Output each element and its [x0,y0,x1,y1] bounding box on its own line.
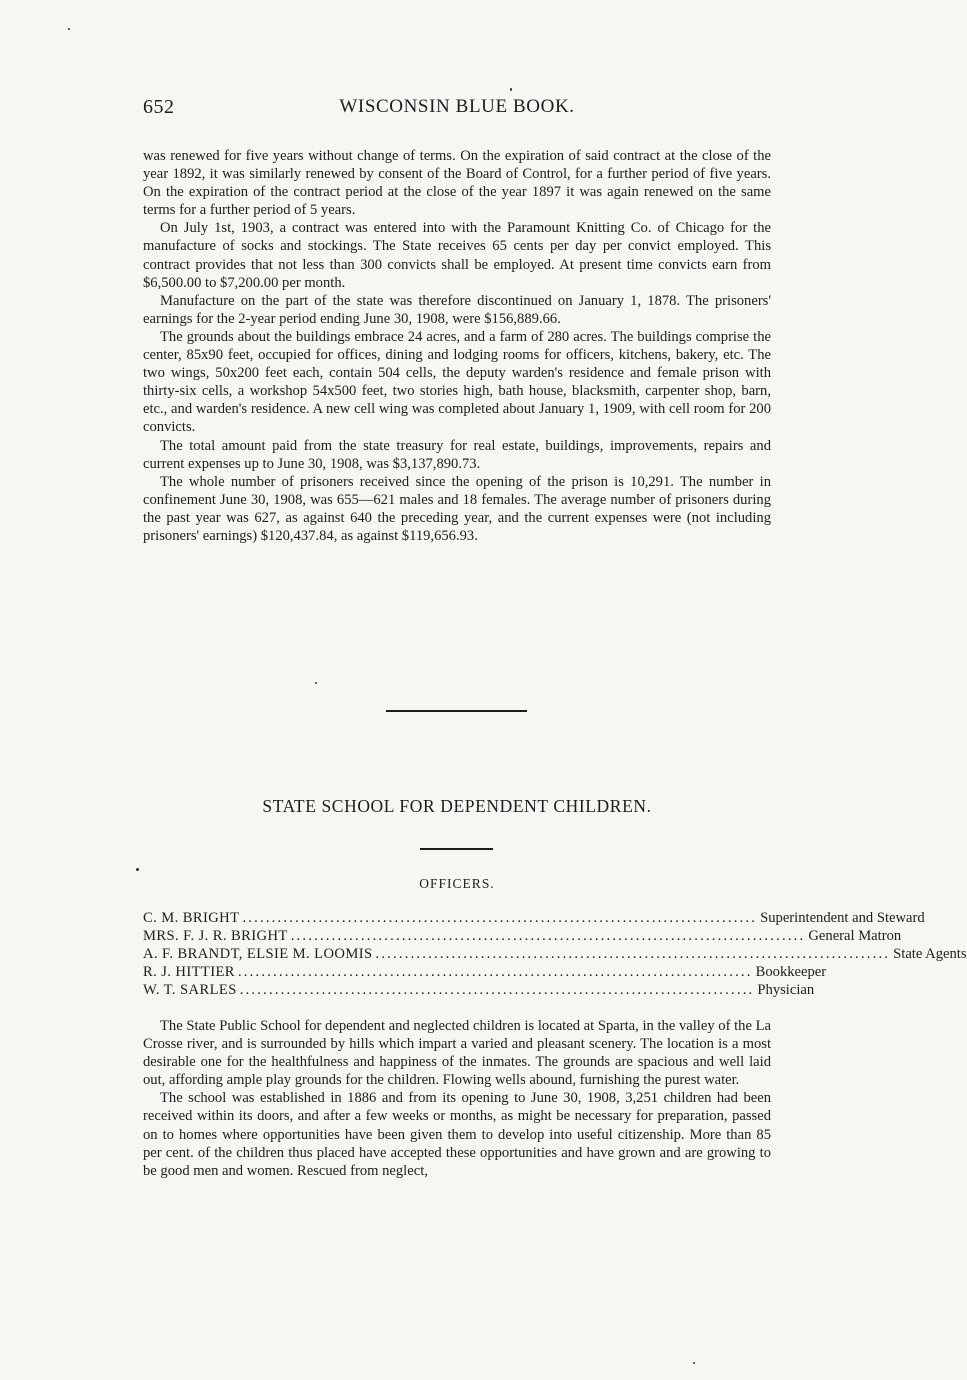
prison-section-text [143,147,771,545]
officer-row [143,945,967,963]
officers-heading: OFFICERS. [419,876,495,891]
officer-role: State Agents [893,946,967,963]
scan-speck [68,28,70,30]
dot-leader: ........................................................................................ [242,910,758,926]
dot-leader: ........................................................................................ [290,928,806,945]
scan-speck [136,868,139,871]
page-number: 652 [143,96,175,118]
paragraph: The school was established in 1886 and from its opening to June 30, 1908, 3,251 children had been received within its doors, and after a few weeks or months, as might be necessary for preparation, passed on to homes where opportunities have been given them to develop into useful citizenship. More than 85 per cent. of the children thus placed have accepted these opportunities and have grown and are growing to be good men and women. Rescued from neglect, [143,1090,771,1179]
paragraph: Manufacture on the part of the state was therefore discontinued on January 1, 1878. The prisoners' earnings for the 2-year period ending June 30, 1908, were $156,889.66. [143,292,771,327]
officers-list [143,909,967,999]
paragraph: On July 1st, 1903, a contract was entered into with the Paramount Knitting Co. of Chicago for the manufacture of socks and stockings. The State receives 65 cents per day per convict employed. This contract provides that not less than 300 convicts shall be employed. At present time convicts earn from $6,500.00 to $7,200.00 per month. [143,220,771,291]
section-title: STATE SCHOOL FOR DEPENDENT CHILDREN. [262,796,652,816]
officer-row [143,909,925,927]
dot-leader: ........................................................................................ [237,964,753,981]
officer-role: Superintendent and Steward [760,910,925,926]
officer-name: W. T. SARLES [143,982,237,999]
section-divider-rule [386,710,527,712]
officer-name: MRS. F. J. R. BRIGHT [143,928,288,945]
paragraph: The State Public School for dependent and neglected children is located at Sparta, in the valley of the La Crosse river, and is surrounded by hills which impart a varied and pleasant scenery. The location is a most desirable one for the healthfulness and happiness of the inmates. The grounds are spacious and well laid out, affording ample play grounds for the children. Flowing wells abound, furnishing the purest water. [143,1018,771,1089]
officer-name: R. J. HITTIER [143,964,235,981]
scan-speck [510,88,512,91]
officer-row [143,981,815,999]
running-head-title: WISCONSIN BLUE BOOK. [339,96,575,117]
officer-name: C. M. BRIGHT [143,910,240,926]
officer-role: General Matron [808,928,902,945]
dot-leader: ........................................................................................ [375,946,891,963]
paragraph: The grounds about the buildings embrace 24 acres, and a farm of 280 acres. The buildings comprise the center, 85x90 feet, occupied for offices, dining and lodging rooms for officers, kitchens, bakery, etc. The two wings, 50x200 feet each, contain 504 cells, the deputy warden's residence and female prison with thirty-six cells, a workshop 54x500 feet, two stories high, bath house, blacksmith, carpenter shop, barn, etc., and warden's residence. A new cell wing was completed about January 1, 1909, with cell room for 200 convicts. [143,328,771,436]
paragraph: The total amount paid from the state treasury for real estate, buildings, improvements, repairs and current expenses up to June 30, 1908, was $3,137,890.73. [143,437,771,472]
scan-speck [693,1362,695,1364]
title-underline-rule [420,848,493,850]
officer-row [143,963,827,981]
running-head [143,96,771,124]
scan-speck [315,682,317,684]
paragraph: The whole number of prisoners received since the opening of the prison is 10,291. The number in confinement June 30, 1908, was 655—621 males and 18 females. The average number of prisoners during the past year was 627, as against 640 the preceding year, and the current expenses were (not including prisoners' earnings) $120,437.84, as against $119,656.93. [143,473,771,544]
officer-row [143,927,902,945]
officer-name: A. F. BRANDT, ELSIE M. LOOMIS [143,946,373,963]
officer-role: Physician [757,982,815,999]
dot-leader: ........................................................................................ [239,982,755,999]
school-section-text [143,1017,771,1180]
paragraph: was renewed for five years without change of terms. On the expiration of said contract at the close of the year 1892, it was similarly renewed by consent of the Board of Control, for a further period of five years. On the expiration of the contract period at the close of the year 1897 it was again renewed on the same terms for a further period of 5 years. [143,148,771,219]
officer-role: Bookkeeper [755,964,827,981]
